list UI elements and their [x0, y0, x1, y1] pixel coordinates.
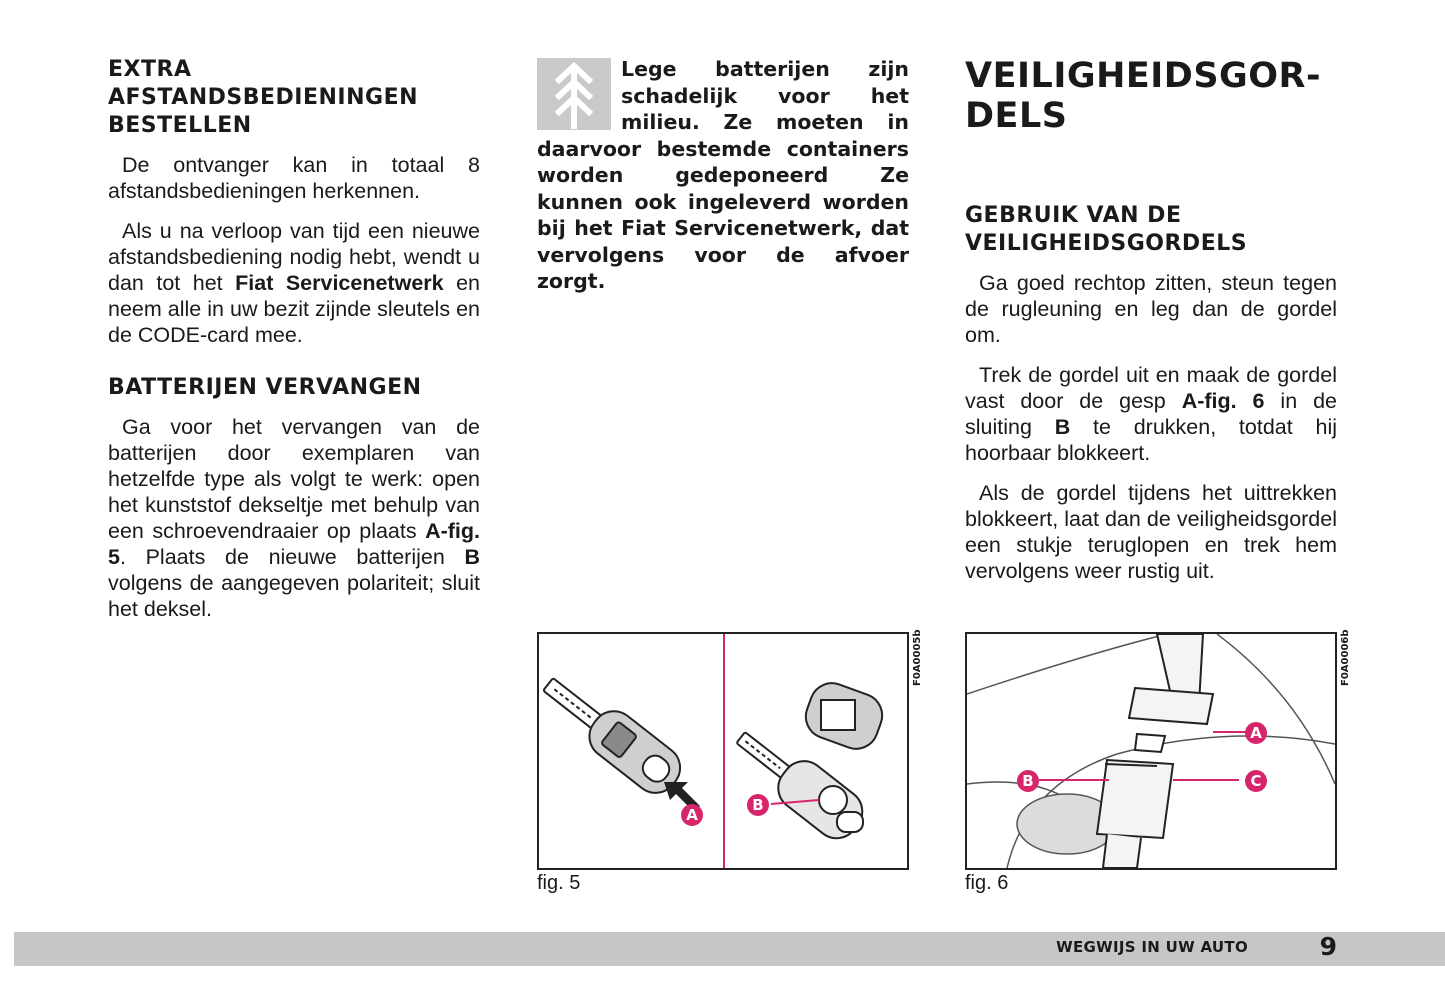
paragraph-receiver: De ontvanger kan in totaal 8 afstandsbedieningen herkennen. [108, 153, 480, 203]
callout-c: C [1245, 770, 1267, 792]
column-left [108, 56, 480, 636]
page-number: 9 [1319, 932, 1337, 961]
callout-a: A [681, 804, 703, 826]
paragraph-belt-locks: Als de gordel tijdens het uittrekken blokkeert, laat dan de veiligheidsgordel een stukje teruglopen en trek hem vervolgens weer rustig uit. [965, 481, 1337, 583]
callout-b: B [747, 794, 769, 816]
figure-5-caption: fig. 5 [537, 872, 581, 894]
environment-warning: Lege batterijen zijn schadelijk voor het milieu. Ze moeten in daarvoor bestemde containers worden gedeponeerd Ze kunnen ook ingeleverd worden bij het Fiat Servicenetwerk, dat vervolgens voor de afvoer zorgt. [537, 57, 909, 293]
page-title: VEILIGHEIDSGOR- DELS [965, 56, 1322, 136]
paragraph-new-remote: Als u na verloop van tijd een nieuwe afstandsbediening nodig hebt, wendt u dan tot het Fiat Servicenetwerk en neem alle in uw bezit zijnde sleutels en de CODE-card mee. [108, 219, 481, 347]
paragraph-fasten-belt: Trek de gordel uit en maak de gordel vast door de gesp A-fig. 6 in de sluiting B te drukken, totdat hij hoorbaar blokkeert. [965, 363, 1337, 465]
heading-extra-remotes: EXTRA AFSTANDSBEDIENINGEN BESTELLEN [108, 57, 419, 138]
figure-6-code: F0A0006b [1340, 629, 1351, 686]
figure-6-caption: fig. 6 [965, 872, 1009, 894]
tree-icon [537, 58, 611, 130]
seatbelt-illustration [967, 634, 1335, 868]
heading-use-belts: GEBRUIK VAN DE VEILIGHEIDSGORDELS [965, 203, 1248, 256]
figure-5-key [537, 632, 909, 870]
figure-5-code: F0A0005b [912, 629, 923, 686]
footer-bar [14, 932, 1445, 966]
key-illustration [539, 634, 907, 868]
heading-replace-batteries: BATTERIJEN VERVANGEN [108, 375, 422, 400]
callout-a: A [1245, 722, 1267, 744]
column-middle [537, 56, 909, 295]
paragraph-battery-steps: Ga voor het vervangen van de batterijen door exemplaren van hetzelfde type als volgt te werk: open het kunststof dekseltje met behulp van een schroevendraaier op plaats A-fig. 5. Plaats de nieuwe batterijen B volgens de aangegeven polariteit; sluit het deksel. [108, 415, 480, 621]
figure-6-seatbelt [965, 632, 1337, 870]
callout-b: B [1017, 770, 1039, 792]
column-right [965, 56, 1337, 598]
footer-section-title: WEGWIJS IN UW AUTO [1056, 938, 1248, 956]
paragraph-sit-upright: Ga goed rechtop zitten, steun tegen de rugleuning en leg dan de gordel om. [965, 271, 1337, 347]
